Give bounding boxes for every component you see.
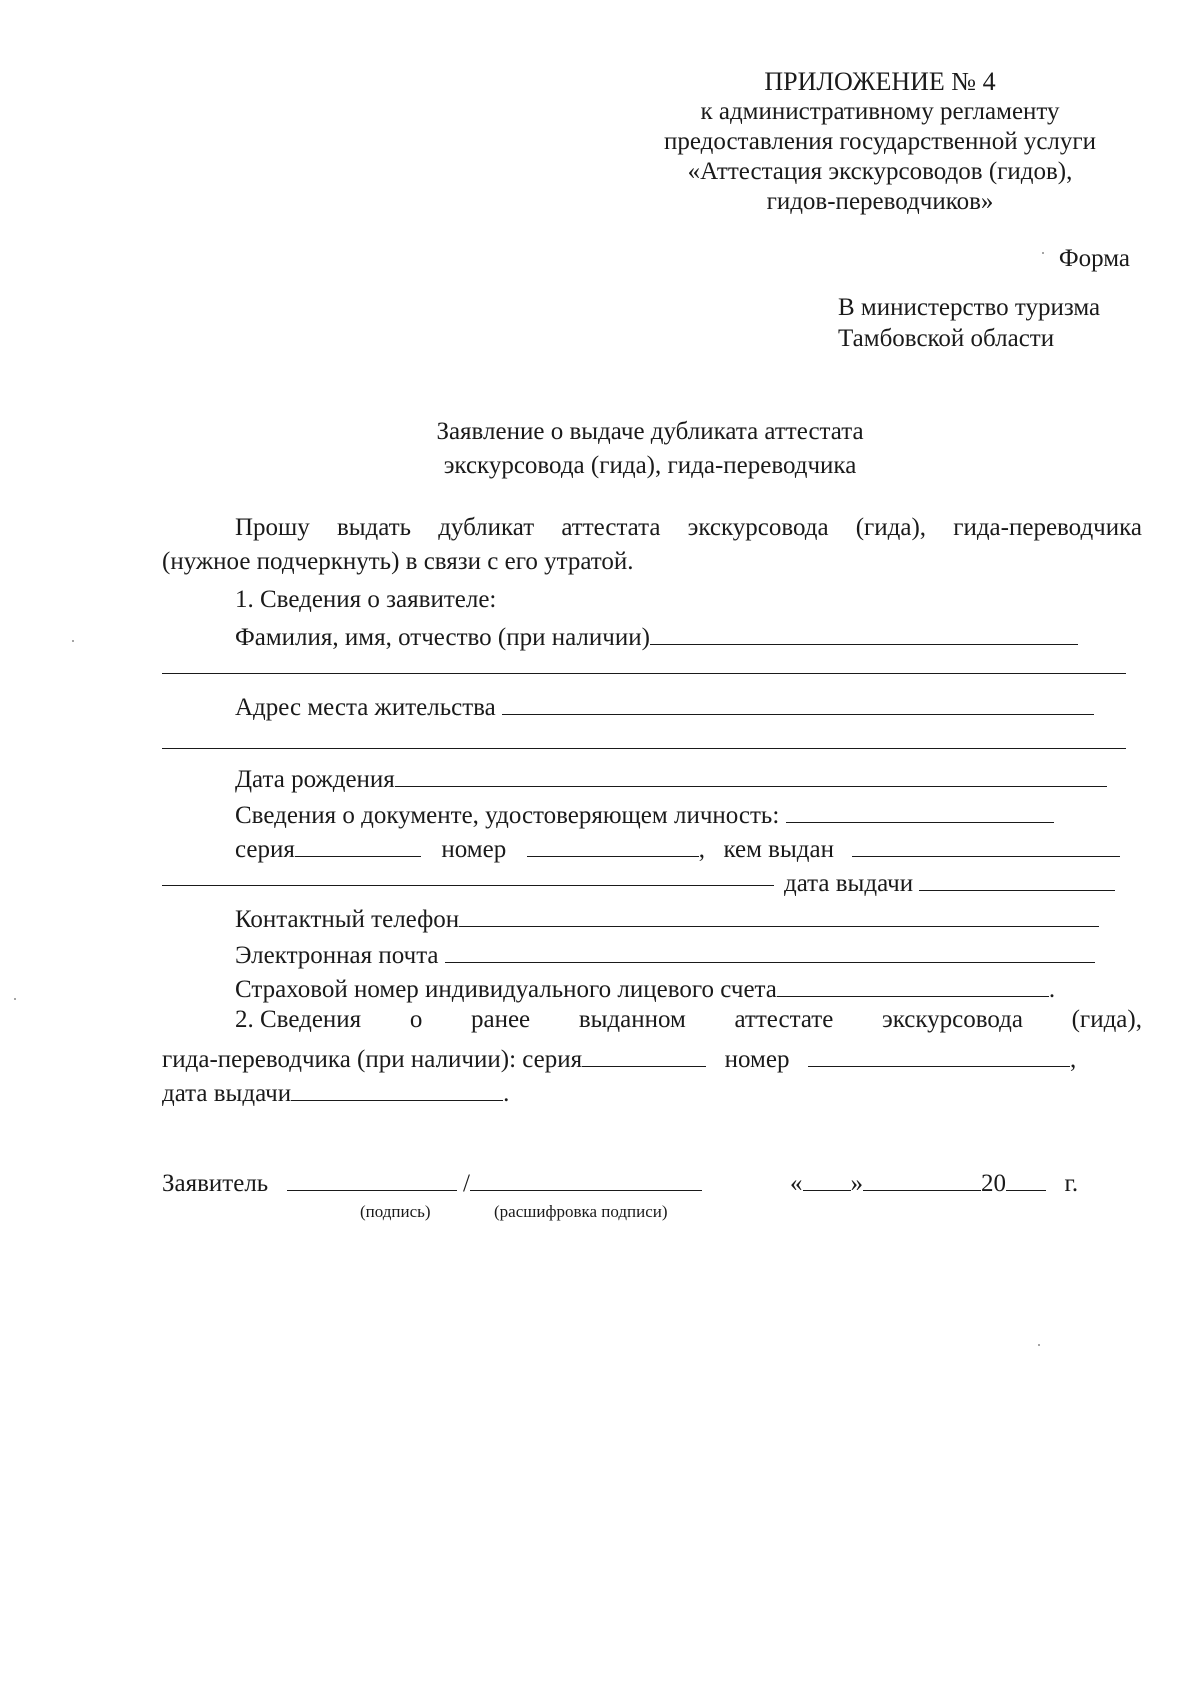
id-series-field[interactable] bbox=[295, 830, 421, 857]
section-2-word-1: Сведения bbox=[260, 1006, 362, 1033]
certificate-issue-date-label: дата выдачи bbox=[162, 1080, 292, 1107]
section-2-series-label: гида-переводчика (при наличии): серия bbox=[162, 1046, 583, 1073]
address-field[interactable] bbox=[502, 688, 1094, 715]
section-2-word-3: ранее bbox=[470, 1006, 531, 1033]
signature-slash: / bbox=[462, 1170, 470, 1197]
full-name-field-continuation[interactable] bbox=[162, 673, 1126, 674]
id-issued-by-field[interactable] bbox=[852, 830, 1120, 857]
certificate-number-comma: , bbox=[1069, 1046, 1077, 1073]
date-year-prefix: 20 bbox=[981, 1170, 1006, 1197]
full-name-row bbox=[235, 618, 1078, 654]
full-name-label: Фамилия, имя, отчество (при наличии) bbox=[235, 624, 650, 651]
certificate-issue-date-field[interactable] bbox=[291, 1074, 503, 1101]
full-name-field[interactable] bbox=[650, 618, 1078, 645]
signature-field[interactable] bbox=[287, 1164, 457, 1191]
id-issue-date-row bbox=[784, 864, 1115, 900]
address-row bbox=[235, 688, 1094, 724]
id-number-field[interactable] bbox=[527, 830, 699, 857]
form-label: Форма bbox=[1058, 245, 1130, 272]
signature-decode-field[interactable] bbox=[470, 1164, 702, 1191]
section-2-word-7: (гида), bbox=[1071, 1006, 1142, 1033]
section-2-number: 2. bbox=[235, 1006, 254, 1033]
document-title-line-2: экскурсовода (гида), гида-переводчика bbox=[443, 452, 857, 479]
document-title-line-1: Заявление о выдаче дубликата аттестата bbox=[436, 418, 864, 445]
date-day-field[interactable] bbox=[803, 1164, 851, 1191]
certificate-number-label: номер bbox=[724, 1046, 790, 1073]
addressee-line-2: Тамбовской области bbox=[838, 325, 1055, 352]
snils-period: . bbox=[1048, 976, 1056, 1003]
section-2-line-1 bbox=[235, 1004, 1142, 1036]
snils-row bbox=[235, 970, 1055, 1006]
scan-speck bbox=[1042, 252, 1044, 254]
section-2-word-5: аттестате bbox=[734, 1006, 834, 1033]
id-number-comma: , bbox=[698, 836, 705, 863]
id-series-row bbox=[235, 830, 1120, 866]
id-document-label: Сведения о документе, удостоверяющем личность: bbox=[235, 802, 780, 829]
id-series-label: серия bbox=[235, 836, 295, 863]
id-issued-by-field-continuation[interactable] bbox=[162, 885, 774, 886]
certificate-series-field[interactable] bbox=[582, 1040, 706, 1067]
header-line-3: «Аттестация экскурсоводов (гидов), bbox=[687, 158, 1073, 185]
scan-speck bbox=[14, 998, 16, 1000]
signature-row bbox=[162, 1164, 702, 1200]
date-row bbox=[790, 1164, 1078, 1200]
phone-field[interactable] bbox=[459, 900, 1099, 927]
birth-date-row bbox=[235, 760, 1107, 796]
id-document-field[interactable] bbox=[786, 796, 1054, 823]
request-line-1: Прошу выдать дубликат аттестата экскурсовода (гида), гида-переводчика bbox=[235, 514, 1142, 541]
date-year-suffix: г. bbox=[1064, 1170, 1079, 1197]
addressee-line-1: В министерство туризма bbox=[838, 294, 1101, 321]
scan-speck bbox=[72, 640, 74, 642]
scan-speck bbox=[1038, 1344, 1040, 1346]
signature-caption: (подпись) bbox=[360, 1202, 431, 1221]
header-line-4: гидов-переводчиков» bbox=[766, 188, 994, 215]
date-month-field[interactable] bbox=[863, 1164, 981, 1191]
address-field-continuation[interactable] bbox=[162, 748, 1126, 749]
id-issue-date-label: дата выдачи bbox=[784, 870, 914, 897]
request-line-2: (нужное подчеркнуть) в связи с его утратой. bbox=[162, 548, 634, 575]
date-year-field[interactable] bbox=[1006, 1164, 1046, 1191]
certificate-number-field[interactable] bbox=[808, 1040, 1070, 1067]
id-issue-date-field[interactable] bbox=[919, 864, 1115, 891]
signature-decode-caption: (расшифровка подписи) bbox=[494, 1202, 668, 1221]
section-2-word-4: выданном bbox=[578, 1006, 686, 1033]
date-quote-close: » bbox=[850, 1170, 863, 1197]
id-document-row bbox=[235, 796, 1054, 832]
section-2-word-2: о bbox=[409, 1006, 423, 1033]
section-1-heading: 1. Сведения о заявителе: bbox=[235, 586, 497, 613]
email-field[interactable] bbox=[445, 936, 1095, 963]
birth-date-label: Дата рождения bbox=[235, 766, 395, 793]
address-label: Адрес места жительства bbox=[235, 694, 496, 721]
id-issued-by-label: кем выдан bbox=[723, 836, 834, 863]
certificate-issue-date-period: . bbox=[503, 1080, 510, 1107]
date-quote-open: « bbox=[790, 1170, 803, 1197]
snils-field[interactable] bbox=[777, 970, 1049, 997]
header-line-2: предоставления государственной услуги bbox=[663, 128, 1097, 155]
phone-label: Контактный телефон bbox=[235, 906, 460, 933]
email-row bbox=[235, 936, 1095, 972]
id-number-label: номер bbox=[441, 836, 507, 863]
snils-label: Страховой номер индивидуального лицевого счета bbox=[235, 976, 777, 1003]
header-line-1: к административному регламенту bbox=[700, 98, 1060, 125]
applicant-label: Заявитель bbox=[162, 1170, 269, 1197]
section-2-line-3 bbox=[162, 1074, 509, 1110]
section-2-word-6: экскурсовода bbox=[881, 1006, 1023, 1033]
birth-date-field[interactable] bbox=[395, 760, 1107, 787]
section-2-line-2 bbox=[162, 1040, 1076, 1076]
email-label: Электронная почта bbox=[235, 942, 439, 969]
phone-row bbox=[235, 900, 1099, 936]
appendix-number: ПРИЛОЖЕНИЕ № 4 bbox=[764, 67, 996, 96]
